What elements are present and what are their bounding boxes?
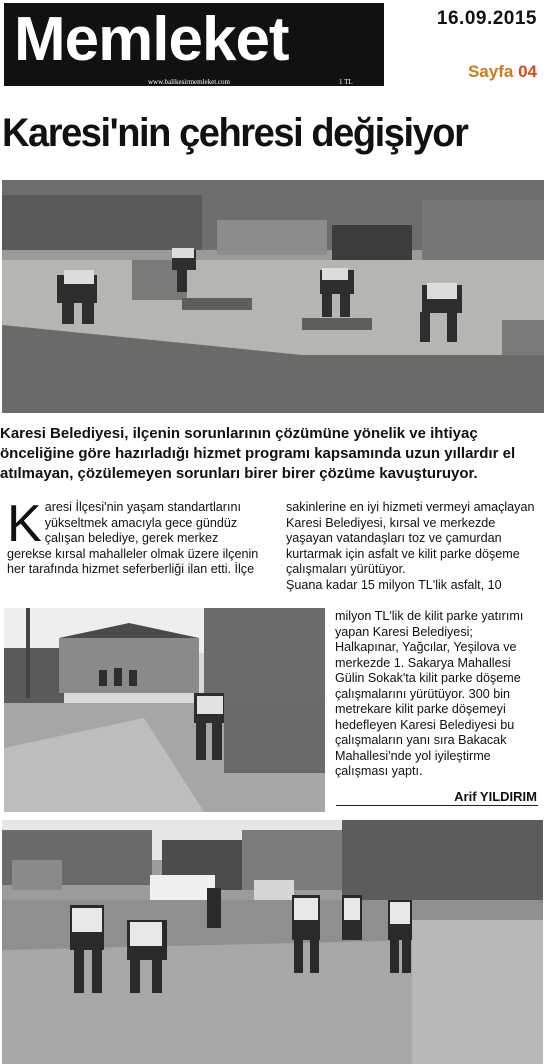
lead-paragraph: Karesi Belediyesi, ilçenin sorunlarının çözümüne yönelik ve ihtiyaç önceliğine göre hazırladığı hizmet programı kapsamında uzun yıllardır el atılmayan, çözülemeyen sorunları birer birer çözüme kavuşturuyor. — [0, 425, 516, 482]
article-column-1 — [7, 495, 261, 578]
article-column-2-bottom — [335, 609, 540, 780]
page-number — [468, 62, 537, 82]
headline: Karesi'nin çehresi değişiyor — [2, 111, 468, 155]
photo-village-street — [4, 608, 325, 812]
drop-cap: K — [7, 495, 42, 553]
article-column-2-top — [286, 500, 540, 593]
author-byline: Arif YILDIRIM — [454, 789, 537, 804]
author-rule — [336, 805, 538, 806]
photo-top-paving-workers — [2, 180, 544, 413]
article-col2-top-text: sakinlerine en iyi hizmeti vermeyi amaçlayan Karesi Belediyesi, kırsal ve merkezde yaşayan vatandaşları toz ve çamurdan kurtarmak için asfalt ve kilit parke döşeme çalışmaları yürütüyor. — [286, 500, 535, 576]
article-col2-bottom-text: milyon TL'lik de kilit parke yatırımı yapan Karesi Belediyesi; Halkapınar, Yağcılar, Yeşilova ve merkezde 1. Sakarya Mahallesi Gülin Sokak'ta kilit parke döşeme çalışmalarını yürütüyor. 300 bin metrekare kilit parke döşemeyi hedefleyen Karesi Belediyesi bu çalışmaların yanı sıra Bakacak Mahallesi'nde yol iyileştirme çalışması yaptı. — [335, 609, 524, 778]
article-col2-mid-text: Şuana kadar 15 milyon TL'lik asfalt, 10 — [286, 577, 502, 592]
issue-date: 16.09.2015 — [436, 8, 537, 29]
masthead-title: Memleket — [14, 5, 289, 74]
masthead-price: 1 TL — [339, 78, 353, 86]
masthead-url: www.balikesirmemleket.com — [148, 78, 230, 86]
page-label: Sayfa — [467, 62, 514, 81]
masthead — [4, 3, 384, 86]
photo-bottom-crew — [2, 820, 543, 1064]
page-number-value: 04 — [518, 62, 537, 81]
article-col1-text: aresi İlçesi'nin yaşam standartlarını yükseltmek amacıyla gece gündüz çalışan belediye, gerek merkez gerekse kırsal mahalleler olmak üzere ilçenin her tarafında hizmet seferberliği ilan etti. İlçe — [7, 500, 259, 576]
